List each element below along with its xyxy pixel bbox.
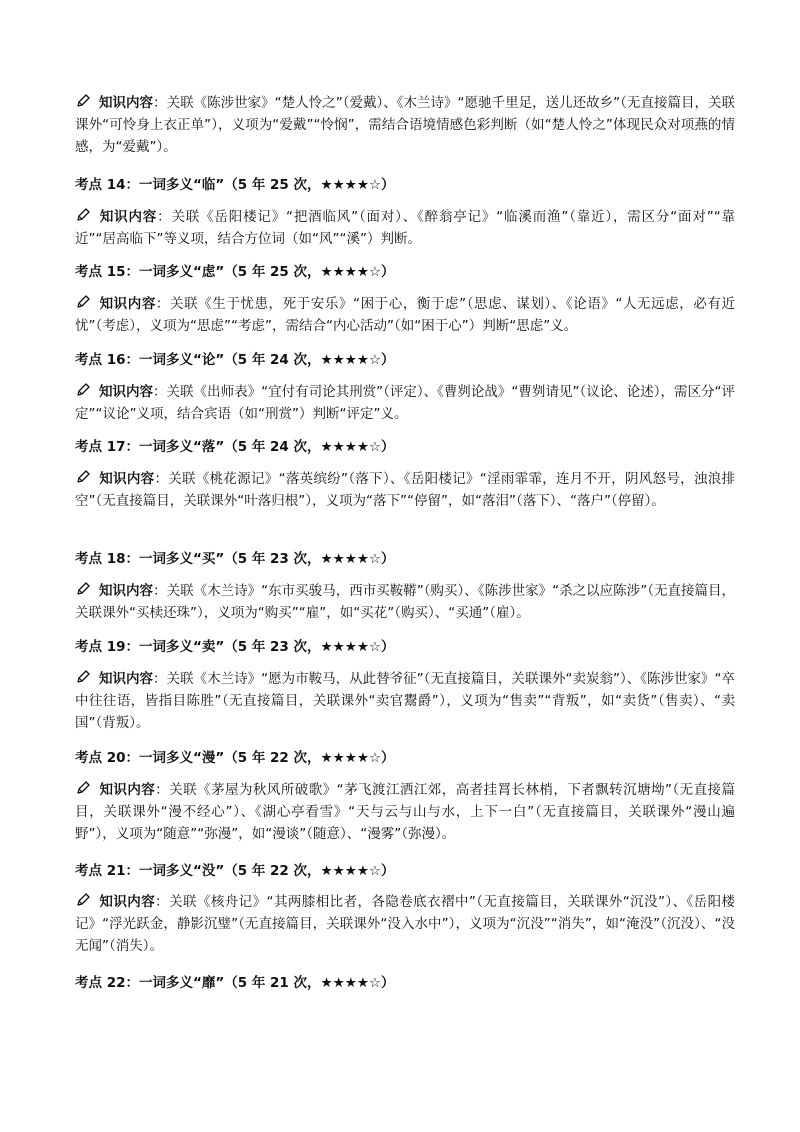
kaodian-heading: 考点 17：一词多义“落”（5 年 24 次，★★★★☆） xyxy=(75,439,395,455)
knowledge-paragraph xyxy=(75,468,735,512)
label-separator: ： xyxy=(153,95,167,111)
pencil-icon xyxy=(75,581,91,597)
pencil-icon xyxy=(75,207,91,223)
knowledge-paragraph xyxy=(75,779,735,845)
knowledge-paragraph xyxy=(75,580,735,624)
pencil-icon xyxy=(75,892,91,908)
knowledge-paragraph xyxy=(75,92,735,158)
knowledge-body: 关联《岳阳楼记》“把酒临风”（面对）、《醉翁亭记》“临溪而渔”（靠近），需区分“面对”“靠近”“居高临下”等义项，结合方位词（如“风”“溪”）判断。 xyxy=(75,209,736,247)
knowledge-paragraph xyxy=(75,381,735,425)
kaodian-heading: 考点 19：一词多义“卖”（5 年 23 次，★★★★☆） xyxy=(75,639,395,655)
label-separator: ： xyxy=(155,894,170,910)
knowledge-label: 知识内容 xyxy=(99,894,156,910)
label-separator: ： xyxy=(153,583,167,599)
knowledge-body: 关联《出师表》“宜付有司论其刑赏”（评定）、《曹刿论战》“曹刿请见”（议论、论述），需区分“评定”“议论”义项，结合宾语（如“刑赏”）判断“评定”义。 xyxy=(75,384,736,422)
knowledge-label: 知识内容 xyxy=(99,471,155,487)
label-separator: ： xyxy=(157,209,172,225)
label-separator: ： xyxy=(153,671,167,687)
knowledge-paragraph xyxy=(75,293,735,337)
knowledge-label: 知识内容 xyxy=(99,296,156,312)
knowledge-label: 知识内容 xyxy=(99,583,154,599)
kaodian-heading: 考点 18：一词多义“买”（5 年 23 次，★★★★☆） xyxy=(75,551,395,567)
kaodian-heading: 考点 16：一词多义“论”（5 年 24 次，★★★★☆） xyxy=(75,352,395,368)
knowledge-body: 关联《陈涉世家》“楚人怜之”（爱戴）、《木兰诗》“愿驰千里足，送儿还故乡”（无直接篇目，关联课外“可怜身上衣正单”），义项为“爱戴”“怜悯”，需结合语境情感色彩判断（如“楚人怜之”体现民众对项燕的情感，为“爱戴”）。 xyxy=(75,95,736,155)
knowledge-label: 知识内容 xyxy=(99,384,154,400)
knowledge-label: 知识内容 xyxy=(99,209,158,225)
knowledge-body: 关联《木兰诗》“东市买骏马，西市买鞍鞯”（购买）、《陈涉世家》“杀之以应陈涉”（无直接篇目，关联课外“买椟还珠”），义项为“购买”“雇”，如“买花”（购买）、“买通”（雇）。 xyxy=(75,583,736,621)
knowledge-paragraph xyxy=(75,206,735,250)
pencil-icon xyxy=(75,382,91,398)
knowledge-paragraph xyxy=(75,891,735,957)
pencil-icon xyxy=(75,669,91,685)
knowledge-body: 关联《木兰诗》“愿为市鞍马，从此替爷征”（无直接篇目，关联课外“卖炭翁”）、《陈涉世家》“卒中往往语，皆指目陈胜”（无直接篇目，关联课外“卖官鬻爵”），义项为“售卖”“背叛”，如“卖货”（售卖）、“卖国”（背叛）。 xyxy=(75,671,736,731)
kaodian-heading: 考点 21：一词多义“没”（5 年 22 次，★★★★☆） xyxy=(75,863,395,879)
pencil-icon xyxy=(75,780,91,796)
pencil-icon xyxy=(75,93,91,109)
kaodian-heading: 考点 15：一词多义“虑”（5 年 25 次，★★★★☆） xyxy=(75,264,395,280)
knowledge-body: 关联《生于忧患，死于安乐》“困于心，衡于虑”（思虑、谋划）、《论语》“人无远虑，必有近忧”（考虑），义项为“思虑”“考虑”，需结合“内心活动”（如“困于心”）判断“思虑”义。 xyxy=(75,296,736,334)
label-separator: ： xyxy=(154,471,169,487)
kaodian-heading: 考点 14：一词多义“临”（5 年 25 次，★★★★☆） xyxy=(75,177,395,193)
label-separator: ： xyxy=(155,782,170,798)
label-separator: ： xyxy=(153,384,167,400)
pencil-icon xyxy=(75,294,91,310)
knowledge-label: 知识内容 xyxy=(99,782,156,798)
kaodian-heading: 考点 20：一词多义“漫”（5 年 22 次，★★★★☆） xyxy=(75,750,395,766)
label-separator: ： xyxy=(155,296,170,312)
pencil-icon xyxy=(75,469,91,485)
knowledge-body: 关联《茅屋为秋风所破歌》“茅飞渡江洒江郊，高者挂罥长林梢，下者飘转沉塘坳”（无直接篇目，关联课外“漫不经心”）、《湖心亭看雪》“天与云与山与水，上下一白”（无直接篇目，关联课外“漫山遍野”），义项为“随意”“弥漫”，如“漫谈”（随意）、“漫雾”（弥漫）。 xyxy=(75,782,735,842)
knowledge-label: 知识内容 xyxy=(99,671,154,687)
kaodian-heading: 考点 22：一词多义“靡”（5 年 21 次，★★★★☆） xyxy=(75,975,395,991)
knowledge-body: 关联《核舟记》“其两膝相比者，各隐卷底衣褶中”（无直接篇目，关联课外“沉没”）、《岳阳楼记》“浮光跃金，静影沉璧”（无直接篇目，关联课外“没入水中”），义项为“沉没”“消失”，如“淹没”（沉没）、“没无闻”（消失）。 xyxy=(75,894,736,954)
knowledge-paragraph xyxy=(75,668,735,734)
knowledge-label: 知识内容 xyxy=(99,95,154,111)
knowledge-body: 关联《桃花源记》“落英缤纷”（落下）、《岳阳楼记》“淫雨霏霏，连月不开，阴风怒号，浊浪排空”（无直接篇目，关联课外“叶落归根”），义项为“落下”“停留”，如“落泪”（落下）、“落户”（停留）。 xyxy=(75,471,736,509)
